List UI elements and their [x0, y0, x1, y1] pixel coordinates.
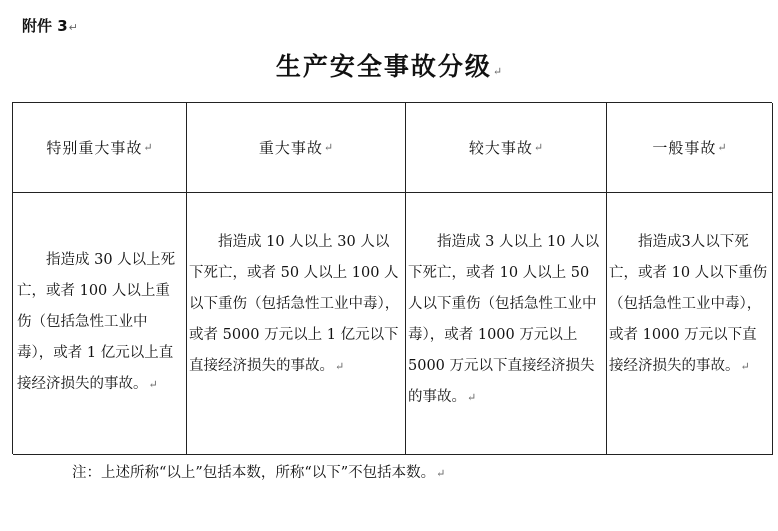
- header-cell-especially-major: 特别重大事故 ↵: [13, 103, 187, 193]
- paragraph-mark-icon: ↵: [335, 360, 345, 373]
- header-cell-general: 一般事故 ↵: [607, 103, 773, 193]
- paragraph-mark-icon: ↵: [148, 378, 158, 391]
- accident-classification-table: [12, 102, 772, 454]
- description-cell-especially-major: 指造成 30 人以上死亡，或者 100 人以上重伤（包括急性工业中毒），或者 1 亿元以上直接经济损失的事故。↵: [13, 193, 187, 455]
- paragraph-mark-icon: ↵: [436, 467, 446, 480]
- description-cell-general: 指造成3人以下死亡，或者 10 人以下重伤（包括急性工业中毒），或者 1000 万元以下直接经济损失的事故。↵: [607, 193, 773, 455]
- paragraph-mark-icon: ↵: [717, 141, 727, 154]
- attachment-label: 附件 3↵: [22, 17, 78, 35]
- paragraph-mark-icon: ↵: [323, 141, 334, 154]
- header-cell-relatively-major: 较大事故 ↵: [406, 103, 607, 193]
- paragraph-mark-icon: ↵: [533, 141, 544, 154]
- description-cell-major: 指造成 10 人以上 30 人以下死亡，或者 50 人以上 100 人以下重伤（包括急性工业中毒），或者 5000 万元以上 1 亿元以下直接经济损失的事故。↵: [187, 193, 406, 455]
- paragraph-mark-icon: ↵: [143, 141, 153, 154]
- paragraph-mark-icon: ↵: [740, 360, 750, 373]
- paragraph-mark-icon: ↵: [68, 21, 78, 34]
- page-title: 生产安全事故分级↵: [275, 52, 503, 81]
- paragraph-mark-icon: ↵: [467, 391, 477, 404]
- description-cell-relatively-major: 指造成 3 人以上 10 人以下死亡，或者 10 人以上 50 人以下重伤（包括急性工业中毒），或者 1000 万元以上 5000 万元以下直接经济损失的事故。↵: [406, 193, 607, 455]
- header-cell-major: 重大事故 ↵: [187, 103, 406, 193]
- paragraph-mark-icon: ↵: [492, 65, 503, 78]
- footnote: 注：上述所称“以上”包括本数，所称“以下”不包括本数。↵: [72, 465, 446, 481]
